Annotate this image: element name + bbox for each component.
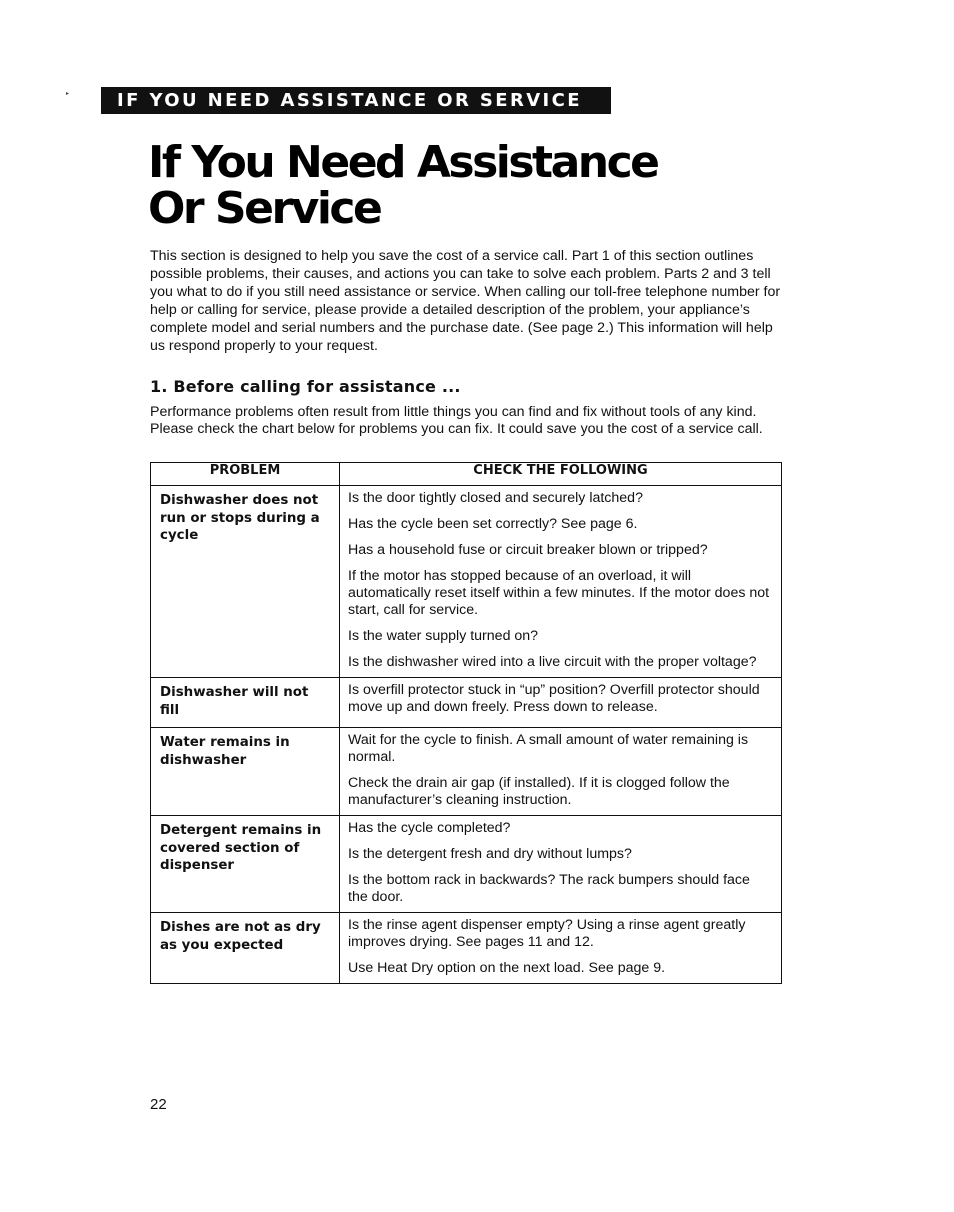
check-item: Is the rinse agent dispenser empty? Using a rinse agent greatly improves drying. See pages 11 and 12.: [348, 917, 746, 950]
checks-cell: [340, 913, 782, 984]
check-column-header: CHECK THE FOLLOWING: [340, 463, 782, 486]
table-header-row: [151, 463, 782, 486]
table-row: [151, 816, 782, 913]
check-item: Is the door tightly closed and securely latched?: [348, 490, 643, 506]
check-item: Check the drain air gap (if installed). If it is clogged follow the manufacturer’s cleaning instruction.: [348, 775, 730, 808]
check-item: Has a household fuse or circuit breaker blown or tripped?: [348, 542, 708, 558]
problem-cell: Dishes are not as dry as you expected: [151, 913, 340, 984]
table-row: [151, 678, 782, 728]
section-heading: 1. Before calling for assistance ...: [150, 377, 461, 396]
table-row: [151, 913, 782, 984]
problem-cell: Dishwasher will not fill: [151, 678, 340, 728]
section-intro: Performance problems often result from little things you can find and fix without tools of any kind. Please check the chart below for problems you can fix. It could save you the cost of a service call.: [150, 404, 763, 437]
problem-cell: Dishwasher does not run or stops during a cycle: [151, 486, 340, 678]
check-item: Use Heat Dry option on the next load. See page 9.: [348, 960, 666, 976]
check-item: Has the cycle been set correctly? See page 6.: [348, 516, 638, 532]
section-banner: IF YOU NEED ASSISTANCE OR SERVICE: [101, 87, 611, 114]
table-row: [151, 728, 782, 816]
problem-cell: Water remains in dishwasher: [151, 728, 340, 816]
page-title-line1: If You Need Assistance: [148, 137, 658, 188]
table-body: [151, 486, 782, 984]
checks-cell: [340, 728, 782, 816]
check-item: Is overfill protector stuck in “up” position? Overfill protector should move up and down freely. Press down to release.: [348, 682, 760, 715]
page-title: [148, 137, 658, 234]
check-item: If the motor has stopped because of an overload, it will automatically reset itself within a few minutes. If the motor does not start, call for service.: [348, 568, 770, 618]
page-number: 22: [150, 1096, 167, 1113]
troubleshooting-table: [150, 462, 782, 984]
check-item: Is the bottom rack in backwards? The rack bumpers should face the door.: [348, 872, 750, 905]
problem-cell: Detergent remains in covered section of dispenser: [151, 816, 340, 913]
check-item: Is the water supply turned on?: [348, 628, 539, 644]
problem-column-header: PROBLEM: [151, 463, 340, 486]
check-item: Wait for the cycle to finish. A small amount of water remaining is normal.: [348, 732, 749, 765]
margin-bullet: ▸: [66, 91, 70, 97]
check-item: Is the dishwasher wired into a live circuit with the proper voltage?: [348, 654, 757, 670]
checks-cell: [340, 816, 782, 913]
checks-cell: [340, 486, 782, 678]
page-title-line2: Or Service: [148, 183, 381, 234]
intro-paragraph: This section is designed to help you save the cost of a service call. Part 1 of this section outlines possible problems, their causes, and actions you can take to solve each problem. Parts 2 and 3 tell you what to do if you still need assistance or service. When calling our toll-free telephone number for help or calling for service, please provide a detailed description of the problem, your appliance’s complete model and serial numbers and the purchase date. (See page 2.) This information will help us respond properly to your request.: [150, 248, 781, 354]
check-item: Is the detergent fresh and dry without lumps?: [348, 846, 632, 862]
check-item: Has the cycle completed?: [348, 820, 511, 836]
checks-cell: [340, 678, 782, 728]
table-row: [151, 486, 782, 678]
